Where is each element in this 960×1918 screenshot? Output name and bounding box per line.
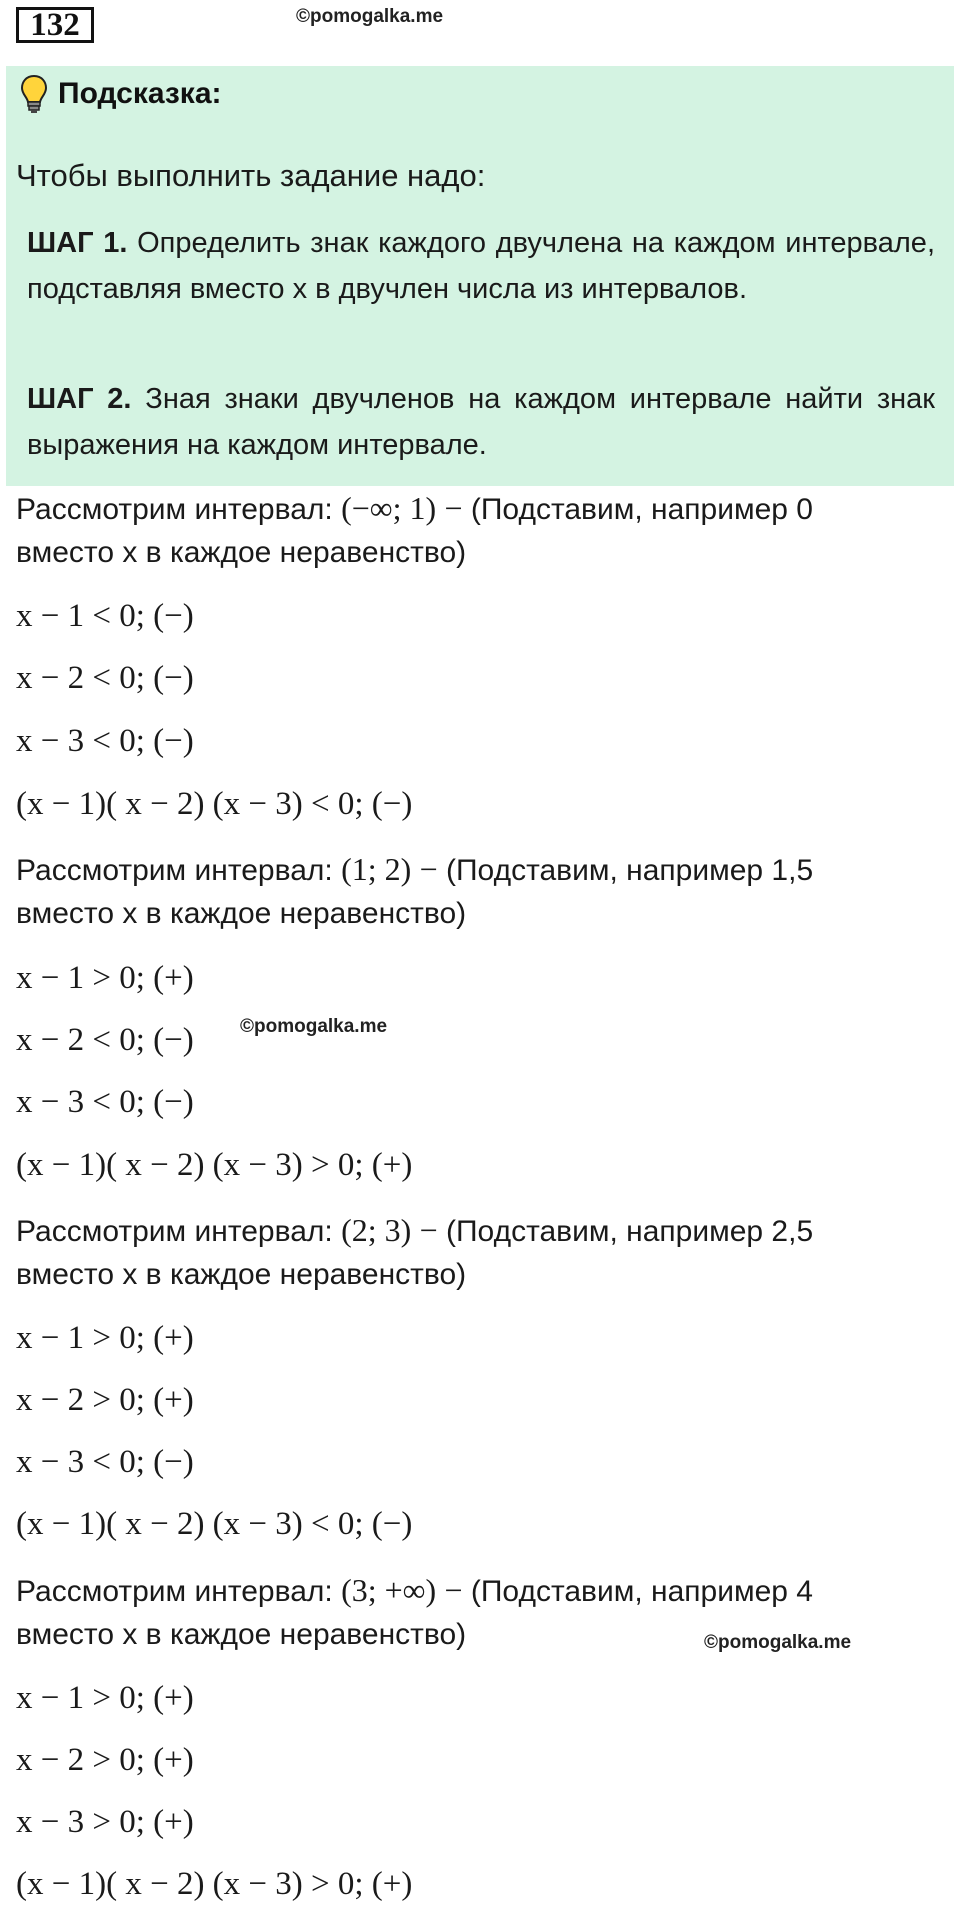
inequality-row: x − 2 < 0; (−)	[16, 1022, 194, 1058]
inequality-row: x − 1 > 0; (+)	[16, 1320, 194, 1356]
inequality-row: x − 1 > 0; (+)	[16, 1680, 194, 1716]
step-2-label: ШАГ 2.	[27, 383, 132, 415]
interval-heading: Рассмотрим интервал: (1; 2) − (Подставим, например 1,5	[16, 851, 814, 887]
inequality-row: x − 2 > 0; (+)	[16, 1382, 194, 1418]
product-row: (x − 1)( x − 2) (x − 3) < 0; (−)	[16, 1506, 413, 1542]
product-row: (x − 1)( x − 2) (x − 3) < 0; (−)	[16, 786, 413, 822]
inequality-row: x − 1 < 0; (−)	[16, 598, 194, 634]
interval-heading: Рассмотрим интервал: (3; +∞) − (Подставим, например 4	[16, 1572, 813, 1608]
watermark: ©pomogalka.me	[704, 1632, 852, 1653]
step-2	[27, 376, 935, 468]
interval-heading: Рассмотрим интервал: (2; 3) − (Подставим, например 2,5	[16, 1212, 814, 1248]
inequality-row: x − 3 < 0; (−)	[16, 1444, 194, 1480]
inequality-row: x − 1 > 0; (+)	[16, 960, 194, 996]
step-1	[27, 220, 935, 312]
interval-subheading: вместо x в каждое неравенство)	[16, 536, 467, 569]
inequality-row: x − 3 < 0; (−)	[16, 723, 194, 759]
task-number: 132	[16, 7, 94, 43]
step-1-text: Определить знак каждого двучлена на каждом интервале, подставляя вместо x в двучлен числа из интервалов.	[27, 227, 935, 305]
hint-title: Подсказка:	[20, 74, 222, 114]
inequality-row: x − 2 > 0; (+)	[16, 1742, 194, 1778]
interval-subheading: вместо x в каждое неравенство)	[16, 1618, 467, 1651]
product-row: (x − 1)( x − 2) (x − 3) > 0; (+)	[16, 1147, 413, 1183]
interval-heading: Рассмотрим интервал: (−∞; 1) − (Подставим, например 0	[16, 490, 813, 526]
product-row: (x − 1)( x − 2) (x − 3) > 0; (+)	[16, 1866, 413, 1902]
interval-subheading: вместо x в каждое неравенство)	[16, 897, 467, 930]
inequality-row: x − 3 < 0; (−)	[16, 1084, 194, 1120]
interval-subheading: вместо x в каждое неравенство)	[16, 1258, 467, 1291]
step-2-text: Зная знаки двучленов на каждом интервале найти знак выражения на каждом интервале.	[27, 383, 935, 461]
inequality-row: x − 3 > 0; (+)	[16, 1804, 194, 1840]
step-1-label: ШАГ 1.	[27, 227, 128, 259]
hint-lead: Чтобы выполнить задание надо:	[16, 158, 486, 193]
lightbulb-icon	[20, 74, 48, 114]
watermark: ©pomogalka.me	[296, 6, 444, 27]
hint-box	[6, 66, 954, 486]
watermark: ©pomogalka.me	[240, 1016, 388, 1037]
inequality-row: x − 2 < 0; (−)	[16, 660, 194, 696]
